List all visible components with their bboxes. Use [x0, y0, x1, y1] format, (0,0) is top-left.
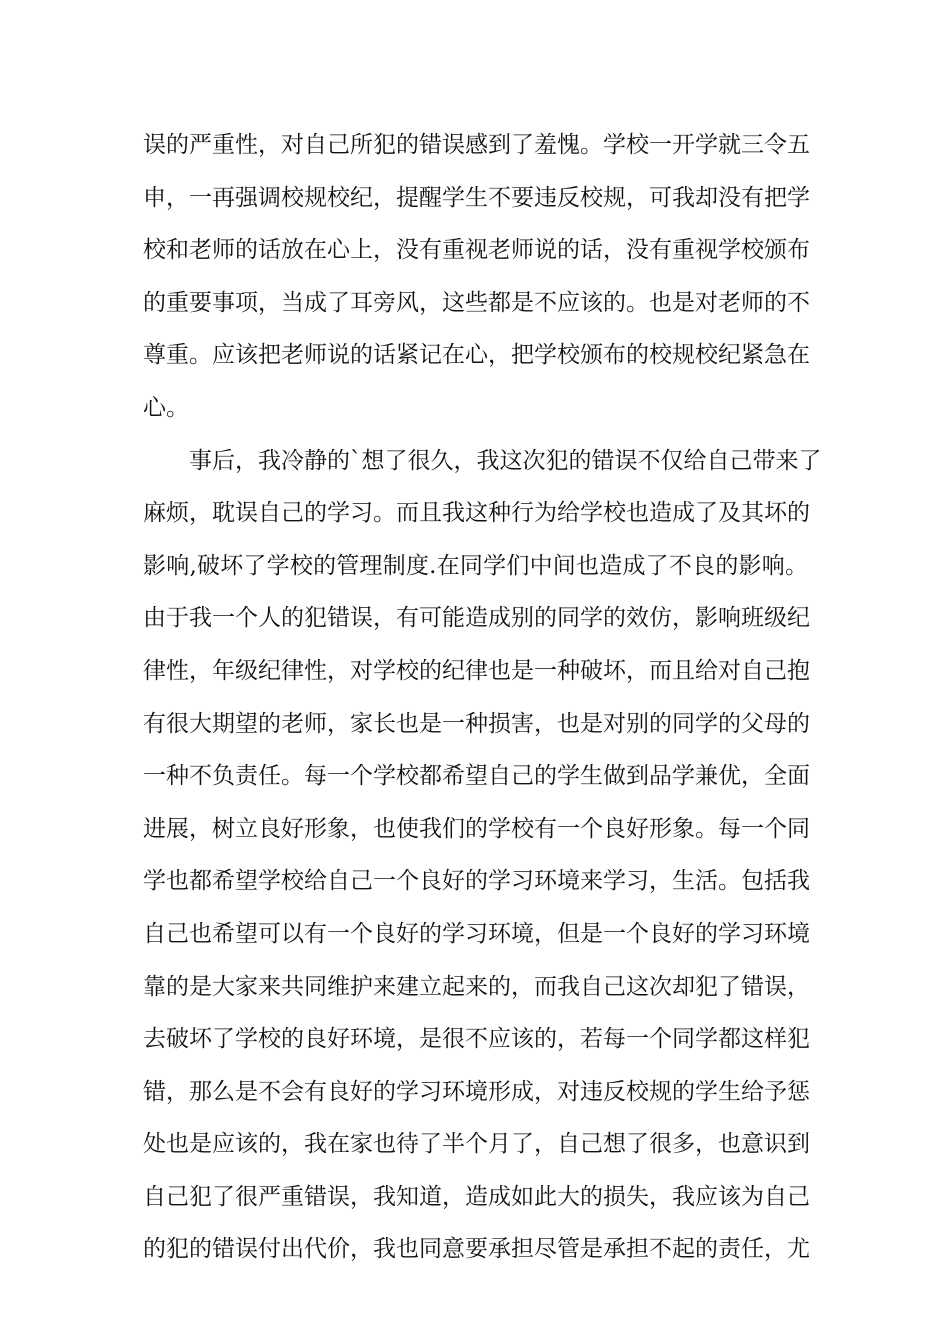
text-line: 的犯的错误付出代价，我也同意要承担尽管是承担不起的责任，尤 [143, 1236, 810, 1263]
text-line: 错，那么是不会有良好的学习环境形成，对违反校规的学生给予惩 [143, 1078, 810, 1105]
text-line: 律性，年级纪律性，对学校的纪律也是一种破坏，而且给对自己抱 [143, 657, 810, 684]
text-line: 去破坏了学校的良好环境，是很不应该的，若每一个同学都这样犯 [143, 1026, 810, 1053]
text-line: 误的严重性，对自己所犯的错误感到了羞愧。学校一开学就三令五 [143, 132, 810, 158]
text-line: 申，一再强调校规校纪，提醒学生不要违反校规，可我却没有把学 [143, 184, 810, 211]
text-line: 自己也希望可以有一个良好的学习环境，但是一个良好的学习环境 [143, 920, 810, 947]
text-line: 影响,破坏了学校的管理制度.在同学们中间也造成了不良的影响。 [143, 552, 808, 579]
text-line: 的重要事项，当成了耳旁风，这些都是不应该的。也是对老师的不 [143, 289, 810, 316]
text-line: 自己犯了很严重错误，我知道，造成如此大的损失，我应该为自己 [143, 1183, 810, 1210]
text-line: 由于我一个人的犯错误，有可能造成别的同学的效仿，影响班级纪 [143, 605, 810, 632]
text-line: 校和老师的话放在心上，没有重视老师说的话，没有重视学校颁布 [143, 237, 810, 264]
paragraph-first-line: 事后，我冷静的`想了很久，我这次犯的错误不仅给自己带来了 [189, 447, 822, 474]
document-body [143, 130, 822, 1287]
text-line: 尊重。应该把老师说的话紧记在心，把学校颁布的校规校纪紧急在 [143, 342, 810, 369]
text-line: 学也都希望学校给自己一个良好的学习环境来学习，生活。包括我 [143, 868, 810, 895]
text-line: 处也是应该的，我在家也待了半个月了，自己想了很多，也意识到 [143, 1131, 810, 1158]
text-line: 麻烦，耽误自己的学习。而且我这种行为给学校也造成了及其坏的 [143, 500, 810, 527]
text-line: 有很大期望的老师，家长也是一种损害，也是对别的同学的父母的 [143, 710, 810, 737]
text-line: 靠的是大家来共同维护来建立起来的，而我自己这次却犯了错误， [143, 973, 810, 1000]
text-line: 一种不负责任。每一个学校都希望自己的学生做到品学兼优，全面 [143, 763, 810, 790]
text-line: 心。 [143, 394, 189, 421]
text-line: 进展，树立良好形象，也使我们的学校有一个良好形象。每一个同 [143, 815, 810, 842]
